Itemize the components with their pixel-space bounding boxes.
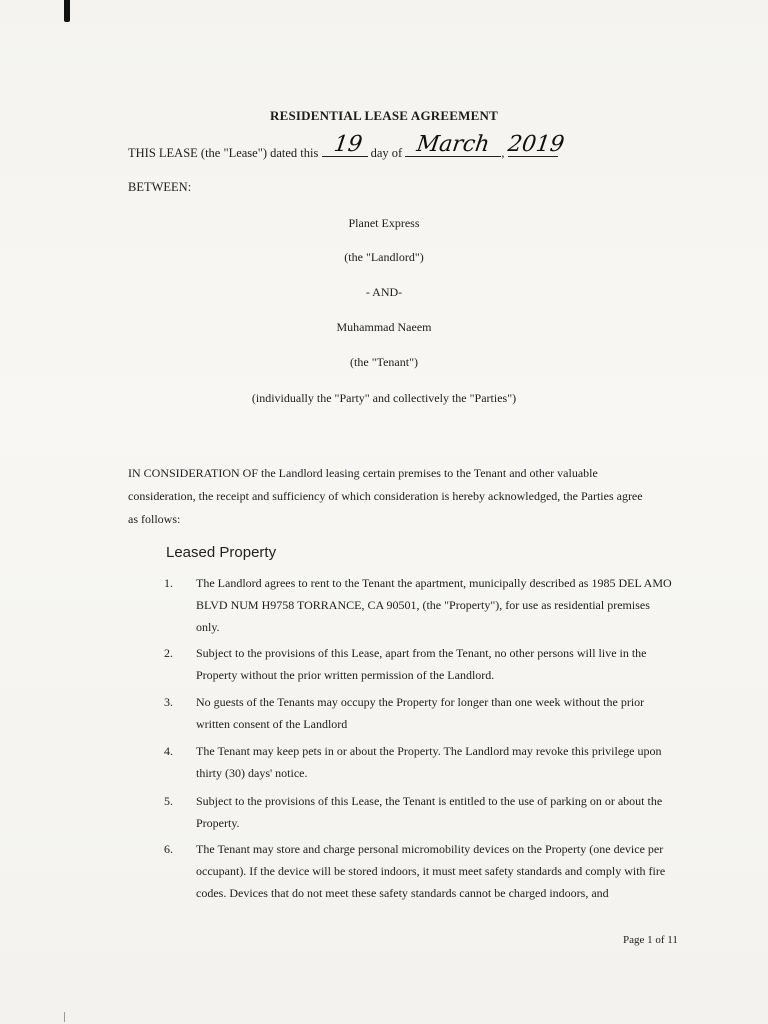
clause-text: The Landlord agrees to rent to the Tenant the apartment, municipally described as 1985 DEL AMO BLVD NUM H9758 TORRANCE, CA 90501, (the "Property"), for use as residential premises only. [196,576,672,634]
clause-number: 1. [164,576,173,590]
handwritten-month: March [415,132,492,157]
clause-item [164,642,674,686]
clause-number: 2. [164,646,173,660]
clause-text: No guests of the Tenants may occupy the Property for longer than one week without the prior written consent of the Landlord [196,695,645,731]
clause-item [164,572,674,638]
page-number: Page 1 of 11 [623,934,678,946]
clause-text: Subject to the provisions of this Lease, the Tenant is entitled to the use of parking on or about the Property. [196,794,663,830]
document-title: RESIDENTIAL LEASE AGREEMENT [270,108,498,123]
tenant-role: (the "Tenant") [350,355,418,369]
clause-item [164,838,674,904]
clause-number: 3. [164,695,173,709]
month-blank [405,132,501,157]
section-heading-leased-property: Leased Property [166,544,277,561]
lease-line-middle: day of [370,146,403,160]
clause-item [164,740,674,784]
clause-number: 5. [164,794,173,808]
clause-text: The Tenant may keep pets in or about the Property. The Landlord may revoke this privilege upon thirty (30) days' notice. [196,744,662,780]
day-blank [322,132,368,157]
clause-number: 4. [164,744,173,758]
handwritten-year: 2019 [505,132,566,157]
year-blank [505,132,566,157]
scan-artifact-mark [64,0,70,22]
scan-margin-tick [64,1012,65,1022]
between-label: BETWEEN: [128,180,192,194]
consideration-paragraph: IN CONSIDERATION OF the Landlord leasing certain premises to the Tenant and other valuable consideration, the receipt and sufficiency of which consideration is hereby acknowledged, the Parties agree as follows: [128,466,643,526]
clause-text: The Tenant may store and charge personal micromobility devices on the Property (one device per occupant). If the device will be stored indoors, it must meet safety standards and comply with fire codes. Devices that do not meet these safety standards cannot be charged indoors, and [196,842,666,900]
parties-note: (individually the "Party" and collectively the "Parties") [251,391,517,405]
clause-number: 6. [164,842,173,856]
landlord-role: (the "Landlord") [344,250,424,264]
lease-date-line: THIS LEASE (the "Lease") dated this 19 day of March , 2019 [128,132,566,160]
clause-text: Subject to the provisions of this Lease, apart from the Tenant, no other persons will live in the Property without the prior written permission of the Landlord. [196,646,647,682]
and-separator: - AND- [365,285,403,299]
landlord-name: Planet Express [348,216,420,230]
clause-item [164,691,674,735]
lease-line-prefix: THIS LEASE (the "Lease") dated this [128,146,319,160]
handwritten-day: 19 [331,132,364,157]
clause-item [164,790,674,834]
tenant-name: Muhammad Naeem [336,320,432,334]
